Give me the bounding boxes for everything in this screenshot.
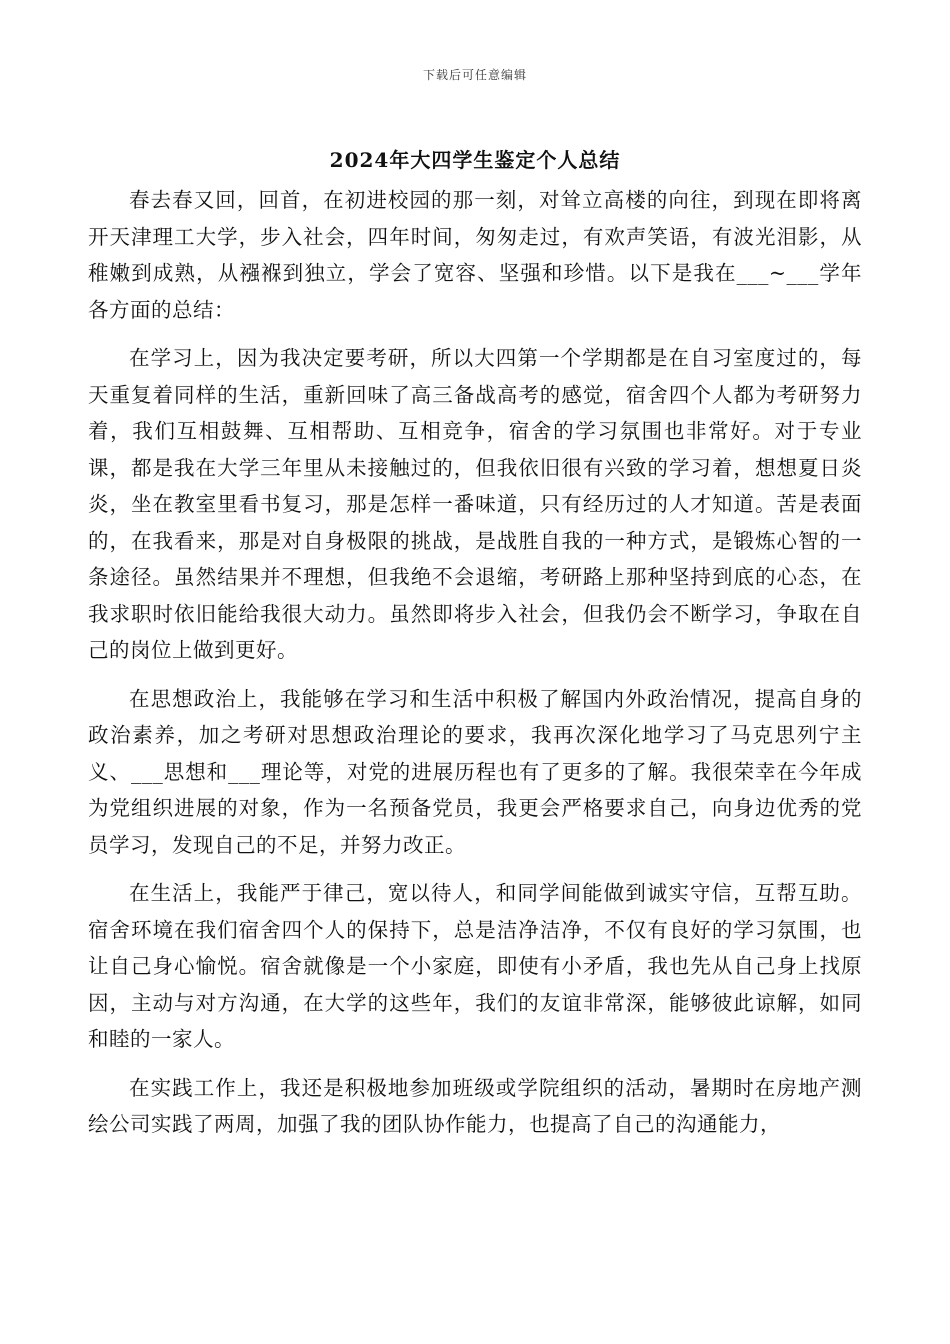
header-note: 下载后可任意编辑	[422, 68, 527, 82]
document-body	[88, 182, 862, 1155]
paragraph-practice: 在实践工作上，我还是积极地参加班级或学院组织的活动，暑期时在房地产测绘公司实践了两周，加强了我的团队协作能力，也提高了自己的沟通能力，	[88, 1075, 862, 1136]
paragraph-intro: 春去春又回，回首，在初进校园的那一刻，对耸立高楼的向往，到现在即将离开天津理工大学，步入社会，四年时间，匆匆走过，有欢声笑语，有波光泪影，从稚嫩到成熟，从襁褓到独立，学会了宽容、坚强和珍惜。以下是我在___~___学年各方面的总结：	[88, 188, 862, 322]
paragraph-politics: 在思想政治上，我能够在学习和生活中积极了解国内外政治情况，提高自身的政治素养，加之考研对思想政治理论的要求，我再次深化地学习了马克思列宁主义、___思想和___理论等，对党的进展历程也有了更多的了解。我很荣幸在今年成为党组织进展的对象，作为一名预备党员，我更会严格要求自己，向身边优秀的党员学习，发现自己的不足，并努力改正。	[88, 686, 862, 857]
paragraph-life: 在生活上，我能严于律己，宽以待人，和同学间能做到诚实守信，互帮互助。宿舍环境在我们宿舍四个人的保持下，总是洁净洁净，不仅有良好的学习氛围，也让自己身心愉悦。宿舍就像是一个小家庭，即使有小矛盾，我也先从自己身上找原因，主动与对方沟通，在大学的这些年，我们的友谊非常深，能够彼此谅解，如同和睦的一家人。	[88, 881, 862, 1051]
paragraph-study: 在学习上，因为我决定要考研，所以大四第一个学期都是在自习室度过的，每天重复着同样的生活，重新回味了高三备战高考的感觉，宿舍四个人都为考研努力着，我们互相鼓舞、互相帮助、互相竞争，宿舍的学习氛围也非常好。对于专业课，都是我在大学三年里从未接触过的，但我依旧很有兴致的学习着，想想夏日炎炎，坐在教室里看书复习，那是怎样一番味道，只有经历过的人才知道。苦是表面的，在我看来，那是对自身极限的挑战，是战胜自我的一种方式，是锻炼心智的一条途径。虽然结果并不理想，但我绝不会退缩，考研路上那种坚持到底的心态，在我求职时依旧能给我很大动力。虽然即将步入社会，但我仍会不断学习，争取在自己的岗位上做到更好。	[88, 346, 862, 662]
document-title: 2024年大四学生鉴定个人总结	[329, 148, 621, 172]
